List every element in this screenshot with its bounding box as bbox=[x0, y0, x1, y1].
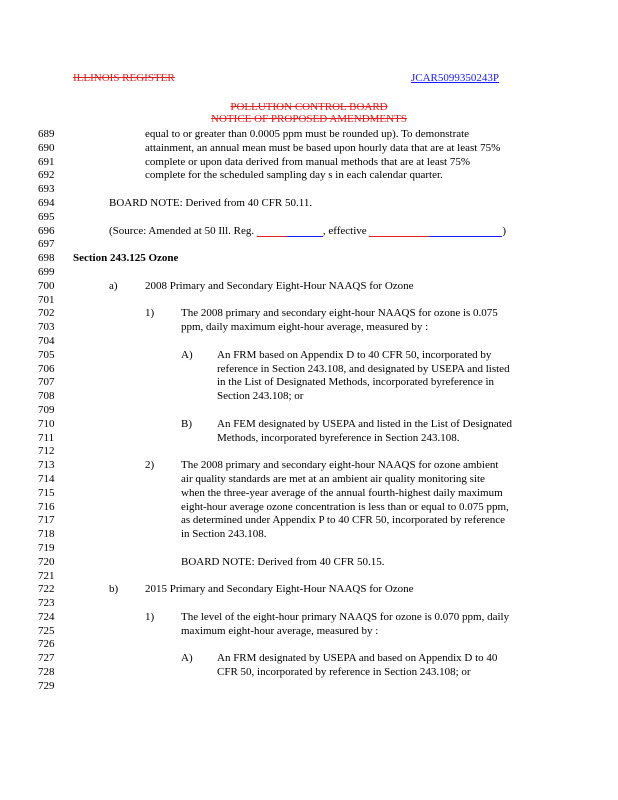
subsection-b bbox=[0, 583, 618, 597]
line-number: 701 bbox=[38, 293, 55, 306]
line-text: equal to or greater than 0.0005 ppm must be rounded up). To demonstrate bbox=[145, 128, 470, 140]
item-label: A) bbox=[181, 348, 193, 361]
text-line bbox=[0, 211, 618, 225]
subparagraph-A bbox=[0, 652, 618, 666]
item-label: A) bbox=[181, 652, 193, 665]
line-text: when the three-year average of the annual fourth-highest daily maximum bbox=[181, 486, 503, 499]
line-number: 695 bbox=[38, 210, 55, 223]
line-text: reference in Section 243.108, and designated by USEPA and listed bbox=[217, 362, 510, 375]
source-close: ) bbox=[502, 224, 507, 237]
line-number: 709 bbox=[38, 403, 55, 416]
line-number: 699 bbox=[38, 265, 55, 278]
item-label: 1) bbox=[145, 610, 155, 623]
line-number: 693 bbox=[38, 183, 55, 196]
line-number: 710 bbox=[38, 417, 55, 430]
line-number: 696 bbox=[38, 224, 55, 237]
line-text: BOARD NOTE: Derived from 40 CFR 50.11. bbox=[109, 196, 313, 209]
line-number: 689 bbox=[38, 128, 55, 140]
line-text: CFR 50, incorporated by reference in Section 243.108; or bbox=[217, 666, 471, 679]
paragraph-1 bbox=[0, 307, 618, 321]
line-number: 715 bbox=[38, 486, 55, 499]
text-line bbox=[0, 625, 618, 639]
line-number: 729 bbox=[38, 679, 55, 692]
line-number: 691 bbox=[38, 155, 55, 168]
text-line bbox=[0, 404, 618, 418]
line-text: maximum eight-hour average, measured by : bbox=[181, 624, 379, 637]
line-number: 703 bbox=[38, 321, 55, 334]
source-note-text bbox=[109, 225, 506, 239]
text-line bbox=[0, 128, 618, 142]
line-number: 711 bbox=[38, 431, 55, 444]
line-text: The level of the eight-hour primary NAAQS for ozone is 0.070 ppm, daily bbox=[181, 610, 510, 623]
board-title: POLLUTION CONTROL BOARD bbox=[230, 101, 388, 113]
text-line bbox=[0, 570, 618, 584]
line-text: BOARD NOTE: Derived from 40 CFR 50.15. bbox=[181, 555, 385, 568]
text-line bbox=[0, 266, 618, 280]
line-text: complete or upon data derived from manual methods that are at least 75% bbox=[145, 155, 470, 168]
line-number: 704 bbox=[38, 334, 55, 347]
line-number: 727 bbox=[38, 652, 55, 665]
line-number: 700 bbox=[38, 279, 55, 292]
line-number: 725 bbox=[38, 624, 55, 637]
line-number: 718 bbox=[38, 528, 55, 541]
subparagraph-A bbox=[0, 349, 618, 363]
line-number: 713 bbox=[38, 459, 55, 472]
text-line bbox=[0, 501, 618, 515]
line-number: 724 bbox=[38, 610, 55, 623]
blue-blank bbox=[429, 226, 502, 237]
text-line bbox=[0, 597, 618, 611]
item-label: a) bbox=[109, 279, 118, 292]
text-line bbox=[0, 390, 618, 404]
text-line bbox=[0, 445, 618, 459]
subparagraph-B bbox=[0, 418, 618, 432]
line-number: 705 bbox=[38, 348, 55, 361]
line-number: 721 bbox=[38, 569, 55, 582]
section-heading bbox=[0, 252, 618, 266]
line-text: air quality standards are met at an ambient air quality monitoring site bbox=[181, 472, 485, 485]
text-line bbox=[0, 294, 618, 308]
line-text: Methods, incorporated byreference in Section 243.108. bbox=[217, 431, 460, 444]
text-line bbox=[0, 542, 618, 556]
blue-blank bbox=[287, 226, 323, 237]
line-text: The 2008 primary and secondary eight-hour NAAQS for ozone is 0.075 bbox=[181, 307, 498, 320]
line-number: 702 bbox=[38, 307, 55, 320]
item-label: b) bbox=[109, 583, 119, 596]
item-label: 1) bbox=[145, 307, 155, 320]
board-note bbox=[0, 197, 618, 211]
line-text: in the List of Designated Methods, incorporated byreference in bbox=[217, 376, 495, 389]
text-line bbox=[0, 156, 618, 170]
line-text: attainment, an annual mean must be based upon hourly data that are at least 75% bbox=[145, 141, 501, 154]
line-number: 719 bbox=[38, 541, 55, 554]
paragraph-2 bbox=[0, 459, 618, 473]
text-line bbox=[0, 169, 618, 183]
line-number: 692 bbox=[38, 169, 55, 182]
text-line bbox=[0, 432, 618, 446]
text-line bbox=[0, 142, 618, 156]
text-line bbox=[0, 473, 618, 487]
line-text: as determined under Appendix P to 40 CFR 50, incorporated by reference bbox=[181, 514, 506, 527]
line-number: 723 bbox=[38, 597, 55, 610]
line-number: 714 bbox=[38, 472, 55, 485]
source-effective: , effective bbox=[322, 224, 370, 237]
text-line bbox=[0, 335, 618, 349]
line-number: 728 bbox=[38, 666, 55, 679]
notice-title: NOTICE OF PROPOSED AMENDMENTS bbox=[211, 113, 407, 125]
red-blank bbox=[257, 226, 287, 237]
text-line bbox=[0, 528, 618, 542]
paragraph-1 bbox=[0, 611, 618, 625]
text-line bbox=[0, 183, 618, 197]
register-header-right[interactable]: JCAR5099350243P bbox=[411, 72, 500, 84]
line-number: 712 bbox=[38, 445, 55, 458]
text-line bbox=[0, 321, 618, 335]
text-line bbox=[0, 514, 618, 528]
line-number: 716 bbox=[38, 500, 55, 513]
line-number: 697 bbox=[38, 238, 55, 251]
text-line bbox=[0, 666, 618, 680]
line-text: eight-hour average ozone concentration is less than or equal to 0.075 ppm, bbox=[181, 500, 509, 513]
line-text: Section 243.108; or bbox=[217, 390, 304, 403]
line-text: in Section 243.108. bbox=[181, 528, 267, 541]
line-number: 707 bbox=[38, 376, 55, 389]
register-header-left: ILLINOIS REGISTER bbox=[73, 72, 175, 84]
text-line bbox=[0, 638, 618, 652]
item-label: 2) bbox=[145, 459, 155, 472]
line-text: ppm, daily maximum eight-hour average, measured by : bbox=[181, 321, 429, 334]
line-text: 2015 Primary and Secondary Eight-Hour NAAQS for Ozone bbox=[145, 583, 414, 596]
item-label: B) bbox=[181, 417, 192, 430]
line-text: An FRM designated by USEPA and based on Appendix D to 40 bbox=[217, 652, 498, 665]
line-number: 720 bbox=[38, 555, 55, 568]
section-title: Section 243.125 Ozone bbox=[73, 252, 179, 265]
line-number: 717 bbox=[38, 514, 55, 527]
text-line bbox=[0, 680, 618, 694]
text-line bbox=[0, 487, 618, 501]
line-number: 726 bbox=[38, 638, 55, 651]
line-number: 706 bbox=[38, 362, 55, 375]
line-text: An FRM based on Appendix D to 40 CFR 50, incorporated by bbox=[217, 348, 492, 361]
source-prefix: (Source: Amended at 50 Ill. Reg. bbox=[109, 224, 257, 237]
line-number: 690 bbox=[38, 141, 55, 154]
line-text: The 2008 primary and secondary eight-hour NAAQS for ozone ambient bbox=[181, 459, 499, 472]
text-line bbox=[0, 238, 618, 252]
board-note bbox=[0, 556, 618, 570]
text-line bbox=[0, 363, 618, 377]
line-text: 2008 Primary and Secondary Eight-Hour NAAQS for Ozone bbox=[145, 279, 414, 292]
line-text: An FEM designated by USEPA and listed in the List of Designated bbox=[217, 417, 513, 430]
line-number: 694 bbox=[38, 196, 55, 209]
line-number: 722 bbox=[38, 583, 55, 596]
line-number: 708 bbox=[38, 390, 55, 403]
text-line bbox=[0, 376, 618, 390]
red-blank bbox=[369, 226, 429, 237]
document-body bbox=[0, 128, 618, 694]
line-text: complete for the scheduled sampling day s in each calendar quarter. bbox=[145, 169, 443, 182]
source-note bbox=[0, 225, 618, 239]
subsection-a bbox=[0, 280, 618, 294]
line-number: 698 bbox=[38, 252, 55, 265]
